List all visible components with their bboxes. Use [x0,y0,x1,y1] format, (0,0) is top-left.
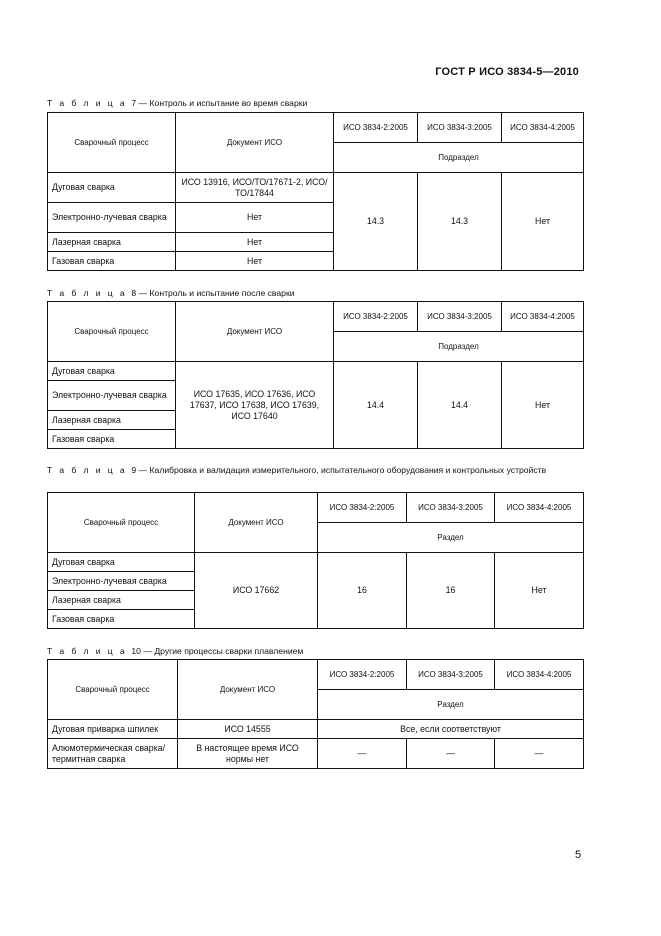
page-number: 5 [575,849,582,861]
table-8-header-iso4: ИСО 3834-4:2005 [502,302,584,332]
table-7-header-document: Документ ИСО [176,113,334,173]
table-7-header-section: Подраздел [334,143,584,173]
table-10-caption [47,645,303,657]
table-9-process-ebeam: Электронно-лучевая сварка [48,572,195,591]
table-10-header-process: Сварочный процесс [48,660,178,720]
table-8-process-gas: Газовая сварка [48,430,176,449]
table-10-header-iso2: ИСО 3834-2:2005 [318,660,407,690]
table-8-value-iso2: 14.4 [334,362,418,449]
table-7-header-process: Сварочный процесс [48,113,176,173]
table-7-header-iso4: ИСО 3834-4:2005 [502,113,584,143]
table-8-title: 8 — Контроль и испытание после сварки [131,288,295,298]
table-7-caption [47,97,307,109]
table-7-value-iso4: Нет [502,173,584,271]
table-9-header-document: Документ ИСО [195,493,318,553]
document-code-header: ГОСТ Р ИСО 3834-5—2010 [435,66,579,78]
table-9-header-iso3: ИСО 3834-3:2005 [407,493,495,523]
table-8-value-iso3: 14.4 [418,362,502,449]
table-7-value-iso2: 14.3 [334,173,418,271]
table-7-header-iso3: ИСО 3834-3:2005 [418,113,502,143]
table-10-value-iso3: — [407,739,495,769]
table-7-label: Т а б л и ц а [47,98,127,108]
table-7-doc-arc: ИСО 13916, ИСО/ТО/17671-2, ИСО/ТО/17844 [176,173,334,203]
table-10-process-stud: Дуговая приварка шпилек [48,720,178,739]
table-10-header-iso4: ИСО 3834-4:2005 [495,660,584,690]
table-7-doc-gas: Нет [176,252,334,271]
table-9-doc: ИСО 17662 [195,553,318,629]
table-7-header-iso2: ИСО 3834-2:2005 [334,113,418,143]
table-7 [47,112,584,271]
table-9-process-laser: Лазерная сварка [48,591,195,610]
table-9 [47,492,584,629]
table-8-header-document: Документ ИСО [176,302,334,362]
table-8-header-iso3: ИСО 3834-3:2005 [418,302,502,332]
table-8-caption [47,287,295,299]
table-8-process-arc: Дуговая сварка [48,362,176,381]
table-7-value-iso3: 14.3 [418,173,502,271]
table-7-process-gas: Газовая сварка [48,252,176,271]
table-9-value-iso2: 16 [318,553,407,629]
table-10-label: Т а б л и ц а [47,646,127,656]
table-8-value-iso4: Нет [502,362,584,449]
table-10-doc-thermit: В настоящее время ИСО нормы нет [178,739,318,769]
table-10-value-iso2: — [318,739,407,769]
table-8-process-ebeam: Электронно-лучевая сварка [48,381,176,411]
table-8-doc: ИСО 17635, ИСО 17636, ИСО 17637, ИСО 17638, ИСО 17639, ИСО 17640 [176,362,334,449]
table-9-process-gas: Газовая сварка [48,610,195,629]
table-9-process-arc: Дуговая сварка [48,553,195,572]
table-9-value-iso4: Нет [495,553,584,629]
table-7-title: 7 — Контроль и испытание во время сварки [131,98,308,108]
table-9-caption [47,464,587,476]
table-10-value-stud: Все, если соответствуют [318,720,584,739]
table-10-header-section: Раздел [318,690,584,720]
table-9-value-iso3: 16 [407,553,495,629]
table-10 [47,659,584,769]
table-7-process-ebeam: Электронно-лучевая сварка [48,203,176,233]
table-10-process-thermit: Алюмотермическая сварка/термитная сварка [48,739,178,769]
table-7-process-arc: Дуговая сварка [48,173,176,203]
table-7-doc-laser: Нет [176,233,334,252]
table-8-header-section: Подраздел [334,332,584,362]
table-10-title: 10 — Другие процессы сварки плавлением [131,646,304,656]
table-8-label: Т а б л и ц а [47,288,127,298]
table-9-title: 9 — Калибровка и валидация измерительного, испытательного оборудования и контрольных устройств [131,465,547,475]
table-9-header-section: Раздел [318,523,584,553]
table-10-doc-stud: ИСО 14555 [178,720,318,739]
table-8 [47,301,584,449]
table-9-header-process: Сварочный процесс [48,493,195,553]
table-9-header-iso2: ИСО 3834-2:2005 [318,493,407,523]
table-7-process-laser: Лазерная сварка [48,233,176,252]
table-7-doc-ebeam: Нет [176,203,334,233]
table-10-header-document: Документ ИСО [178,660,318,720]
table-10-header-iso3: ИСО 3834-3:2005 [407,660,495,690]
table-10-value-iso4: — [495,739,584,769]
table-8-header-process: Сварочный процесс [48,302,176,362]
table-8-process-laser: Лазерная сварка [48,411,176,430]
table-9-label: Т а б л и ц а [47,465,127,475]
table-8-header-iso2: ИСО 3834-2:2005 [334,302,418,332]
table-9-header-iso4: ИСО 3834-4:2005 [495,493,584,523]
